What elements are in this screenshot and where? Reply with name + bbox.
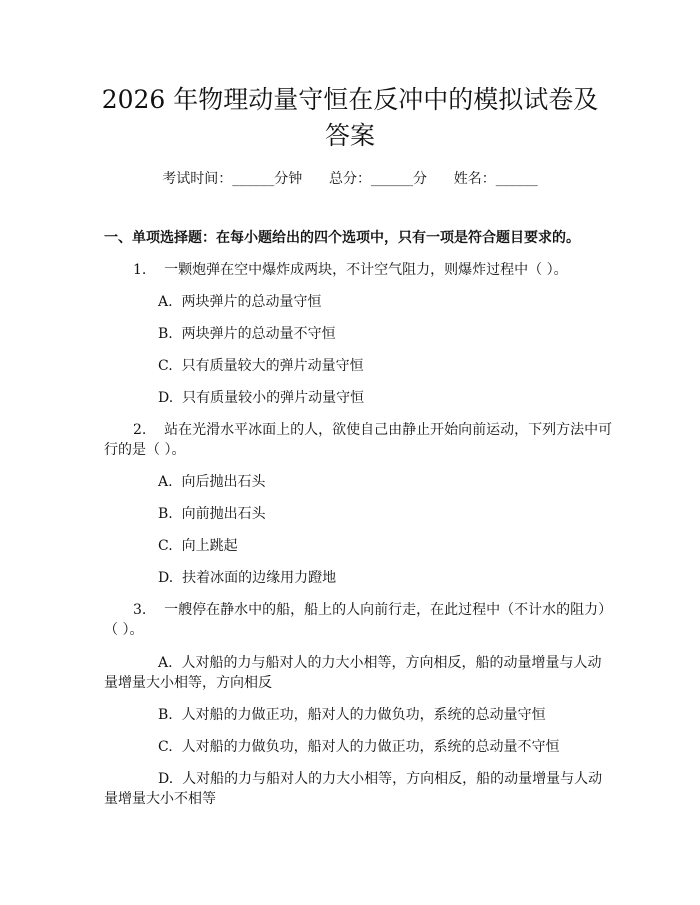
question-1-option-d: D. 只有质量较小的弹片动量守恒 bbox=[158, 390, 365, 406]
question-3-option-a: A. 人对船的力与船对人的力大小相等，方向相反，船的动量增量与人动 bbox=[158, 655, 602, 671]
question-2-option-d: D. 扶着冰面的边缘用力蹬地 bbox=[158, 570, 337, 586]
question-3-option-c: C. 人对船的力做负功，船对人的力做正功，系统的总动量不守恒 bbox=[158, 739, 560, 755]
question-3-stem-cont: （ ）。 bbox=[104, 622, 144, 638]
question-1-option-a: A. 两块弹片的总动量守恒 bbox=[158, 294, 322, 310]
question-2-option-a: A. 向后抛出石头 bbox=[158, 474, 266, 490]
title-line-1: 2026 年物理动量守恒在反冲中的模拟试卷及 bbox=[101, 85, 599, 114]
question-3-option-a-cont: 量增量大小相等，方向相反 bbox=[104, 675, 272, 691]
exam-meta-info: 考试时间：______分钟 总分：______分 姓名：______ bbox=[162, 171, 538, 187]
question-1-option-c: C. 只有质量较大的弹片动量守恒 bbox=[158, 358, 364, 374]
question-2-option-b: B. 向前抛出石头 bbox=[158, 506, 266, 522]
question-1-option-b: B. 两块弹片的总动量不守恒 bbox=[158, 326, 336, 342]
question-2-stem-cont: 行的是（ ）。 bbox=[104, 442, 186, 458]
question-3-stem: 3. 一艘停在静水中的船，船上的人向前行走，在此过程中（不计水的阻力） bbox=[133, 602, 613, 618]
section-heading: 一、单项选择题：在每小题给出的四个选项中，只有一项是符合题目要求的。 bbox=[104, 230, 580, 246]
question-3-option-b: B. 人对船的力做正功，船对人的力做负功，系统的总动量守恒 bbox=[158, 707, 546, 723]
title-line-2: 答案 bbox=[324, 121, 375, 150]
question-3-option-d-cont: 量增量大小不相等 bbox=[104, 791, 216, 807]
question-2-stem: 2. 站在光滑水平冰面上的人，欲使自己由静止开始向前运动，下列方法中可 bbox=[133, 422, 613, 438]
question-3-option-d: D. 人对船的力与船对人的力大小相等，方向相反，船的动量增量与人动 bbox=[158, 771, 603, 787]
question-2-option-c: C. 向上跳起 bbox=[158, 538, 238, 554]
exam-title bbox=[60, 82, 640, 154]
question-1-stem: 1. 一颗炮弹在空中爆炸成两块，不计空气阻力，则爆炸过程中（ ）。 bbox=[133, 262, 568, 278]
